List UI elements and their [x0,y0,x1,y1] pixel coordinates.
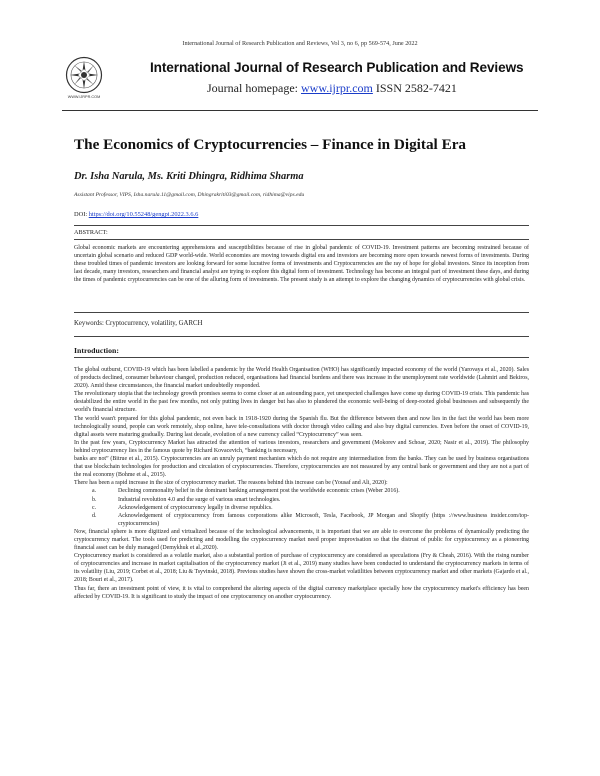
intro-paragraph-9: Thus far, there an investment point of view, it is vital to comprehend the altering aspects of the digital currency marketplace specially how the cryptocurrency market's efficiency has been affected by COVID-19. It is significant to study the impact of one cryptocurrency on another cryptocurrency. [74,585,529,600]
intro-paragraph-5: banks are not” (Bitrue et al., 2015). Cryptocurrencies are an unruly payment mechanism which do not require any intermediation from the banks. They can be used by business organisations that use blockchain technologies for production and circulation of cryptocurrencies. Therefore, cryptocurrencies are not measured by any central bank or government and they are not a part of the real economy (Bohme et al., 2015). [74,456,529,479]
list-marker: d. [92,512,97,519]
intro-paragraph-4: In the past few years, Cryptocurrency Market has attracted the attention of various investors, researchers and government (Mokorev and Schoar, 2020; Nasir et al., 2019). The philosophy behind cryptocurrency lies in the famous quote by Richard Kovacevich, “banking is necessary, [74,439,529,454]
abstract-paragraph: Global economic markets are encountering apprehensions and susceptibilities because of rise in global pandemic of COVID-19. Investment patterns are becoming restrained because of uncertain global scenario and reduced GDP world-wide. World economies are moving towards digital era and investors are becoming more open towards newest forms of investments. During these troubled times of pandemic investors are looking forward for some lucrative forms of investments and Cryptocurrencies are the ray of hope for global investors. Since its inception from last decade, many investors, researchers and financial analyst are trying to explore this digital form of investment. Technology has become an integral part of investment these days, and during the times of pandemic cryptocurrencies can be one of the alluring form of investments. The present study is an attempt to explore the changing dynamics of cryptocurrencies with global crisis. [74,245,529,284]
list-marker: b. [92,496,97,503]
intro-paragraph-1: The global outburst, COVID-19 which has been labelled a pandemic by the World Health Organisation (WHO) has significantly impacted economy of the world (Yarovaya et al., 2020). Sales of products declined, consumer behaviour changed, production reduced, organisations had financial burdens and there was increase in the unemployment rate worldwide (Lahmiri and Bekiros, 2020). Amid these circumstances, the financial market undoubtedly responded. [74,367,529,390]
intro-paragraph-8: Cryptocurrency market is considered as a volatile market, also a substantial portion of purchase of cryptocurrency are considered as speculations (Fry & Cheah, 2016). With the rising number of cryptocurrencies and increase in market capitalisation of the cryptocurrency market (Ji et al., 2019) many studies have been conducted to understand the cryptocurrency markets in terms of its volatility (Liu, 2019; Corbet et al., 2018; Liu & Tsyvinski, 2018). Previous studies have shown the cross-market volatilities between cryptocurrency market and other markets (Gajardo et al., 2018; Bouri et al., 2017). [74,553,529,584]
journal-title: International Journal of Research Publication and Reviews [150,60,524,75]
intro-paragraph-6: There has been a rapid increase in the size of cryptocurrency market. The reasons behind this increase can be (Yousaf and Ali, 2020): [74,480,388,487]
section-heading-introduction: Introduction: [74,346,119,355]
intro-heading-rule [74,357,529,358]
reasons-list [74,487,529,527]
author-list: Dr. Isha Narula, Ms. Kriti Dhingra, Ridhima Sharma [74,171,304,182]
list-item-text: Acknowledgement of cryptocurrency legally in diverse republics. [118,504,273,511]
logo-caption: WWW.IJRPR.COM [67,95,101,99]
intro-paragraph-2: The revolutionary utopia that the technology growth promises seems to come closer at an astounding pace, yet unexpected challenges have come up during COVID-19 crisis. This pandemic has destabilized the entire world in the past few months, not only putting lives in danger but has also to plundered the economic well-being of deep-rooted global businesses and subsequently the world's financial structure. [74,391,529,414]
paper-title: The Economics of Cryptocurrencies – Finance in Digital Era [74,136,467,153]
abstract-label: ABSTRACT: [74,229,108,236]
list-item-text: Industrial revolution 4.0 and the surge of various smart technologies. [118,496,281,503]
list-item [92,504,529,512]
list-item [92,512,529,528]
journal-logo-icon [65,56,103,94]
keywords: Keywords: Cryptocurrency, volatility, GARCH [74,320,203,327]
list-item-text: Declining commonality belief in the dominant banking arrangement post the worldwide economic crises (Weber 2016). [118,488,400,495]
homepage-link[interactable]: www.ijrpr.com [300,81,373,95]
abstract-label-rule [74,239,529,240]
list-item-text: Acknowledgement of cryptocurrency from famous corporations alike Microsoft, Tesla, Facebook, JP Morgan and Shopify (https ://www.business insider.com/top-cryptocurrencies) [118,512,529,527]
doi-link[interactable]: https://doi.org/10.55248/gengpi.2022.3.6.6 [88,211,199,218]
abstract-text [74,244,529,284]
intro-paragraph-3: The world wasn't prepared for this global pandemic, not even back in 1918-1920 during the Spanish flu. But the difference between then and now lies in the fact the world has been more technologically sound, people can work remotely, shop online, have tele-consultations with doctor through video calling and also buy digital currencies. Even before the onset of COVID-19, digital assets were maturing gradually. During last decade, evolution of a new currency called “Cryptocurrency” was seen. [74,415,529,438]
list-item [92,496,529,504]
intro-paragraph-7: Now, financial sphere is more digitized and virtualized because of the technological advancements, it is important that we are able to overcome the problems of dynamically predicting the cryptocurrency market. The tools used for predicting and modelling the cryptocurrency market need proper improvisation so that the distrust of public for cryptocurrency as a pioneering financial asset can be duly managed (Demykhuk et al.,2020). [74,528,529,552]
masthead-divider [62,110,538,111]
abstract-top-rule [74,225,529,226]
list-marker: c. [92,504,97,511]
keywords-bottom-rule [74,336,529,337]
list-item [92,487,529,495]
homepage-prefix: Journal homepage: [207,81,301,95]
issn-text: ISSN 2582-7421 [372,81,457,95]
doi-label: DOI: [74,211,89,218]
journal-masthead [62,53,538,103]
abstract-bottom-rule [74,312,529,313]
doi-line [74,211,198,218]
introduction-body [74,366,529,601]
running-head: International Journal of Research Publication and Reviews, Vol 3, no 6, pp 569-574, June 2022 [182,40,418,47]
journal-homepage-line [207,81,457,96]
author-affiliation: Assistant Professor, VIPS, Isha.narula.11@gmail.com, Dhingrakriti03@gmail.com, ridhima@vips.edu [74,192,305,198]
list-marker: a. [92,488,97,495]
